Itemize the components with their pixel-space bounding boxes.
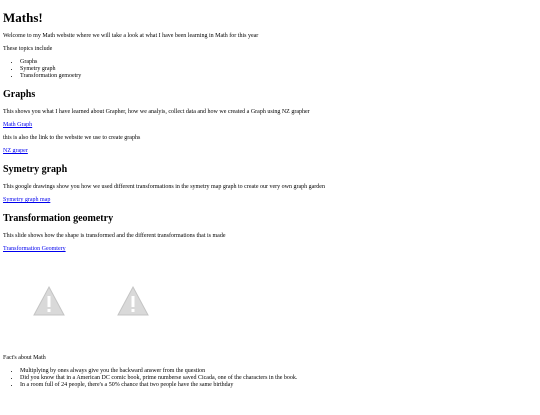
math-graph-link[interactable]: Math Graph (3, 122, 33, 128)
topic-item: • Symetry graph (20, 66, 537, 73)
transformation-link-paragraph (3, 246, 537, 253)
graphs-heading: Graphs (3, 89, 36, 100)
image-row (29, 281, 537, 321)
facts-label: Fact's about Math (3, 355, 46, 361)
page-title: Maths! (3, 10, 43, 25)
fact-item: • Did you know that in a American DC comic book, prime numberse saved Cicada, one of the characters in the book. (20, 375, 537, 382)
transformation-description: This slide shows how the shape is transformed and the different transformations that is made (3, 233, 226, 239)
intro-text: Welcome to my Math website where we will take a look at what I have been learning in Math for this year (3, 33, 259, 39)
symetry-link-paragraph (3, 197, 537, 204)
graphs-link-paragraph (3, 122, 537, 129)
graphs-link2-paragraph (3, 148, 537, 155)
symetry-graph-map-link[interactable]: Symetry graph map (3, 197, 51, 203)
nz-grapher-link[interactable]: NZ graper (3, 148, 28, 154)
facts-list (3, 368, 537, 389)
graphs-note: this is also the link to the website we use to create graphs (3, 135, 141, 141)
broken-image-icon (113, 281, 153, 321)
transformation-heading: Transformation geometry (3, 213, 114, 224)
fact-item: • In a room full of 24 people, there's a 50% chance that two people have the same birthday (20, 382, 537, 389)
topics-list (3, 59, 537, 80)
symetry-heading: Symetry graph (3, 164, 68, 175)
transformation-geometry-link[interactable]: Transformation Geomtery (3, 246, 66, 252)
topic-item: • Transformation gemoetry (20, 73, 537, 80)
graphs-description: This shows you what I have learned about Grapher, how we analyis, collect data and how we created a Graph using NZ grapher (3, 109, 310, 115)
topic-item: • Graphs (20, 59, 537, 66)
page-content (0, 10, 540, 389)
topics-label: These topics include (3, 46, 53, 52)
broken-image-icon (29, 281, 69, 321)
fact-item: • Multiplying by ones always give you the backward answer from the question (20, 368, 537, 375)
symetry-description: This google drawings show you how we used different transformations in the symetry map graph to create our very own graph garden (3, 184, 325, 190)
